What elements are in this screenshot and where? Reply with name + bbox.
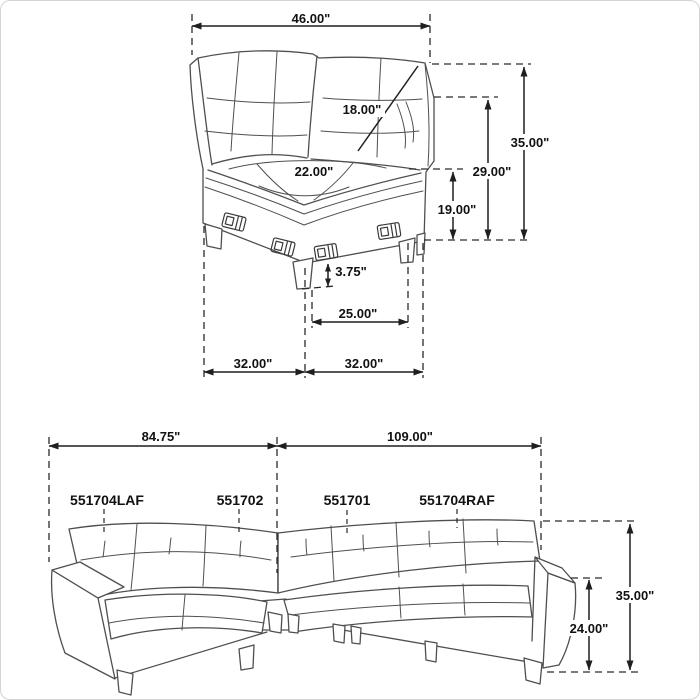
sectional-base-edge-right	[343, 630, 546, 665]
corner-unit-body	[190, 51, 434, 263]
sectional-drawing	[52, 519, 576, 695]
dim-label-overall-width: 46.00"	[291, 11, 331, 26]
part-label-armless-loveseat: 551702	[216, 492, 264, 508]
sectional-back-right	[278, 520, 540, 593]
dim-label-right-length: 109.00"	[387, 429, 433, 444]
diagram-canvas	[1, 1, 699, 699]
dim-label-seat-height: 19.00"	[437, 202, 477, 217]
dim-label-back-cushion: 18.00"	[342, 102, 382, 117]
dim-label-front-leg-spacing: 25.00"	[338, 306, 378, 321]
dim-label-sectional-height: 35.00"	[615, 588, 655, 603]
part-label-left-arm-facing: 551704LAF	[70, 492, 144, 508]
dim-label-left-length: 84.75"	[141, 429, 181, 444]
dim-label-overall-height: 35.00"	[510, 135, 550, 150]
dim-label-seat-width: 22.00"	[294, 164, 334, 179]
dim-label-leg-height: 3.75"	[335, 264, 367, 279]
dim-label-sectional-arm-height: 24.00"	[569, 621, 609, 636]
sectional-seats-right	[284, 585, 532, 632]
part-label-right-arm-facing: 551704RAF	[419, 492, 495, 508]
part-label-armless-chair: 551701	[323, 492, 371, 508]
dim-label-right-depth: 32.00"	[344, 356, 384, 371]
dim-label-arm-height: 29.00"	[472, 164, 512, 179]
dim-label-left-depth: 32.00"	[233, 356, 273, 371]
